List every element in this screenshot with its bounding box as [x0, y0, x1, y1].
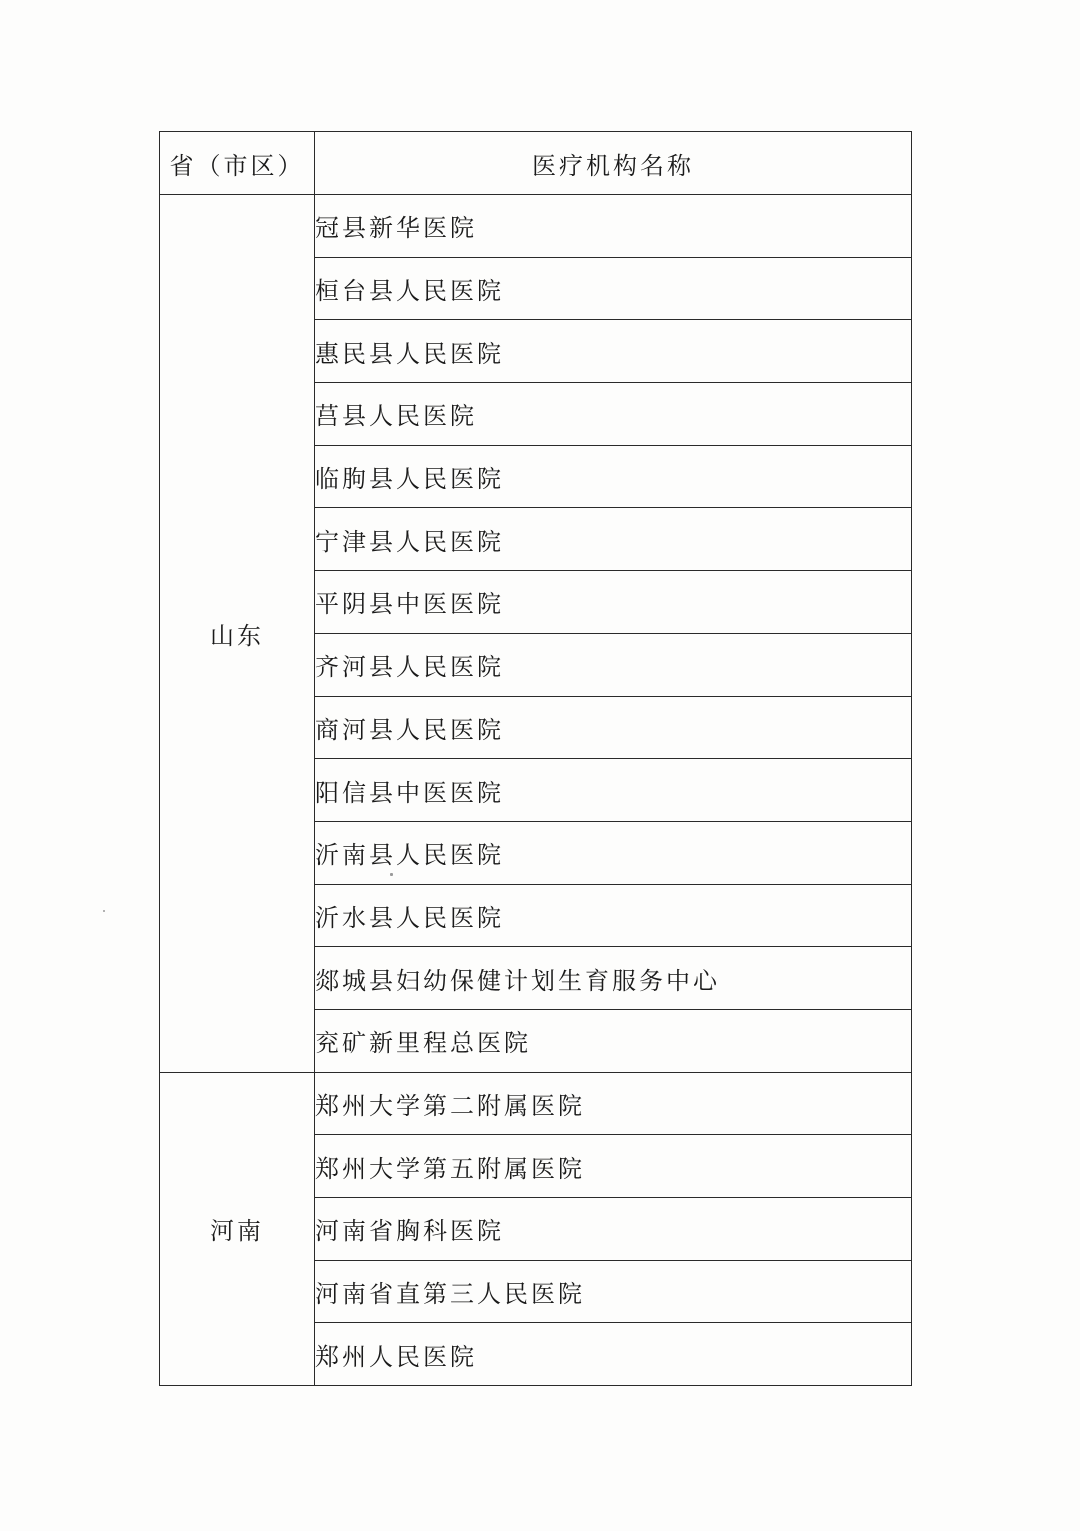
- institution-cell: 河南省直第三人民医院: [315, 1260, 912, 1323]
- institution-cell: 惠民县人民医院: [315, 320, 912, 383]
- institution-cell: 莒县人民医院: [315, 383, 912, 446]
- hospital-table: [159, 131, 912, 1386]
- province-column-header: 省（市区）: [160, 132, 315, 195]
- institution-cell: 桓台县人民医院: [315, 257, 912, 320]
- institution-cell: 郑州人民医院: [315, 1323, 912, 1386]
- institution-cell: 沂水县人民医院: [315, 884, 912, 947]
- institution-cell: 沂南县人民医院: [315, 821, 912, 884]
- institution-column-header: 医疗机构名称: [315, 132, 912, 195]
- institution-cell: 阳信县中医医院: [315, 759, 912, 822]
- institution-cell: 齐河县人民医院: [315, 633, 912, 696]
- institution-cell: 商河县人民医院: [315, 696, 912, 759]
- institution-cell: 郑州大学第五附属医院: [315, 1135, 912, 1198]
- province-cell-shandong: 山东: [160, 195, 315, 1073]
- institution-cell: 平阴县中医医院: [315, 571, 912, 634]
- province-cell-henan: 河南: [160, 1072, 315, 1385]
- institution-cell: 河南省胸科医院: [315, 1198, 912, 1261]
- institution-cell: 宁津县人民医院: [315, 508, 912, 571]
- institution-cell: 临朐县人民医院: [315, 445, 912, 508]
- institution-cell: 兖矿新里程总医院: [315, 1009, 912, 1072]
- table-header-row: [160, 132, 912, 195]
- scan-speck: [103, 910, 105, 912]
- institution-cell: 郑州大学第二附属医院: [315, 1072, 912, 1135]
- scan-speck: [390, 873, 393, 876]
- institution-cell: 郯城县妇幼保健计划生育服务中心: [315, 947, 912, 1010]
- table-row: [160, 1072, 912, 1135]
- table-row: [160, 195, 912, 258]
- institution-cell: 冠县新华医院: [315, 195, 912, 258]
